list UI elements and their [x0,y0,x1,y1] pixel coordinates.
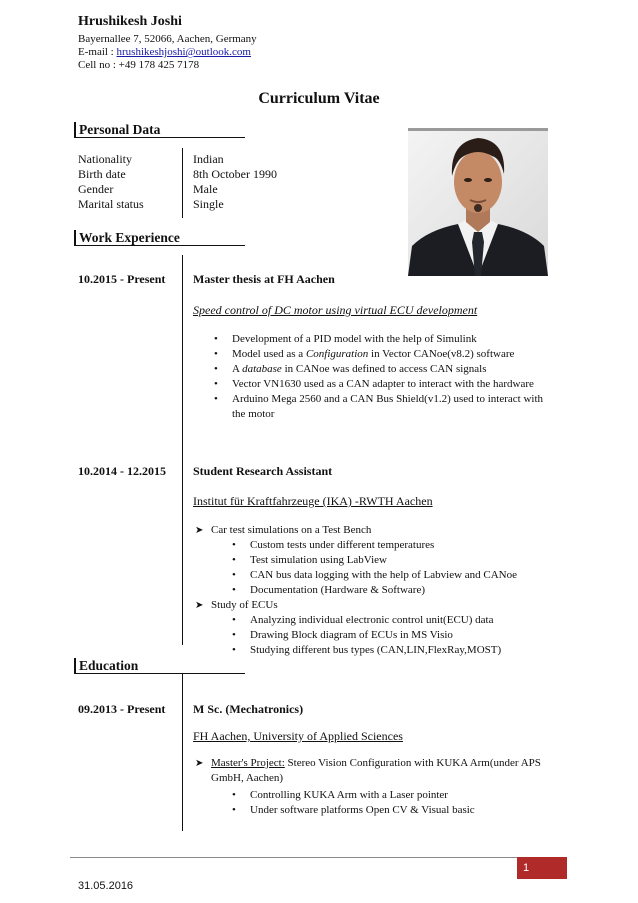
birth-date-label: Birth date [78,167,126,181]
profile-photo-image [408,128,548,276]
institution-name: FH Aachen, University of Applied Sciences [193,729,403,743]
list-item: • Documentation (Hardware & Software) [232,583,553,598]
arrow-bullet-icon: ➤ [195,525,204,536]
marital-status-label: Marital status [78,197,144,211]
nationality-label: Nationality [78,152,132,166]
list-item: • Test simulation using LabView [232,553,553,568]
personal-divider [182,148,183,218]
section-work-experience: Work Experience [74,230,245,246]
education-divider [182,673,183,831]
list-item: ➤ Car test simulations on a Test Bench • Custom tests under different temperatures • Test simulation using LabView • CAN bus data logging with the help of Labview and CANoe • Documentation (Hardware & Software) [193,523,553,598]
cell-number: Cell no : +49 178 425 7178 [78,59,200,71]
gender-value: Male [193,182,218,196]
footer-date: 31.05.2016 [78,880,134,892]
document-title: Curriculum Vitae [258,90,380,107]
education-date: 09.2013 - Present [78,702,166,716]
list-item: • Development of a PID model with the help of Simulink [214,332,554,347]
list-item: • CAN bus data logging with the help of Labview and CANoe [232,568,553,583]
nationality-value: Indian [193,152,224,166]
list-item: • Under software platforms Open CV & Visual basic [232,803,553,818]
list-item: • Drawing Block diagram of ECUs in MS Visio [232,628,553,643]
page-number-badge: 1 [517,857,567,879]
job-date: 10.2014 - 12.2015 [78,464,166,478]
job-subtitle: Institut für Kraftfahrzeuge (IKA) -RWTH Aachen [193,494,433,508]
section-education: Education [74,658,245,674]
gender-label: Gender [78,182,114,196]
job-date: 10.2015 - Present [78,272,166,286]
list-item: • Arduino Mega 2560 and a CAN Bus Shield(v1.2) used to interact with the motor [214,392,554,422]
applicant-name: Hrushikesh Joshi [78,14,182,29]
footer-divider [70,857,518,858]
list-item: ➤ Study of ECUs • Analyzing individual electronic control unit(ECU) data • Drawing Block diagram of ECUs in MS Visio • Studying different bus types (CAN,LIN,FlexRay,MOST) [193,598,553,658]
list-item: • Studying different bus types (CAN,LIN,FlexRay,MOST) [232,643,553,658]
list-item: • Analyzing individual electronic control unit(ECU) data [232,613,553,628]
degree-title: M Sc. (Mechatronics) [193,702,304,716]
list-item: • Custom tests under different temperatures [232,538,553,553]
list-item: • Model used as a Configuration in Vector CANoe(v8.2) software [214,347,554,362]
arrow-bullet-icon: ➤ [195,758,204,769]
job-subtitle: Speed control of DC motor using virtual ECU development [193,303,478,317]
arrow-bullet-icon: ➤ [195,600,204,611]
education-detail-list [193,756,553,818]
list-item: • A database in CANoe was defined to access CAN signals [214,362,554,377]
work-divider [182,255,183,645]
job-title: Master thesis at FH Aachen [193,272,335,286]
email-link[interactable]: hrushikeshjoshi@outlook.com [116,46,251,58]
list-item: • Vector VN1630 used as a CAN adapter to interact with the hardware [214,377,554,392]
address: Bayernallee 7, 52066, Aachen, Germany [78,33,257,45]
email-label: E-mail : [78,46,117,58]
email-line [78,46,251,59]
profile-photo [408,128,548,276]
list-item: ➤ Master's Project: Stereo Vision Configuration with KUKA Arm(under APS GmbH, Aachen) • Controlling KUKA Arm with a Laser pointer • Under software platforms Open CV & Visual basic [193,756,553,818]
thesis-bullet-list [214,332,554,422]
research-task-list [193,523,553,658]
marital-status-value: Single [193,197,224,211]
list-item: • Controlling KUKA Arm with a Laser pointer [232,788,553,803]
section-personal-data: Personal Data [74,122,245,138]
job-title: Student Research Assistant [193,464,333,478]
birth-date-value: 8th October 1990 [193,167,277,181]
